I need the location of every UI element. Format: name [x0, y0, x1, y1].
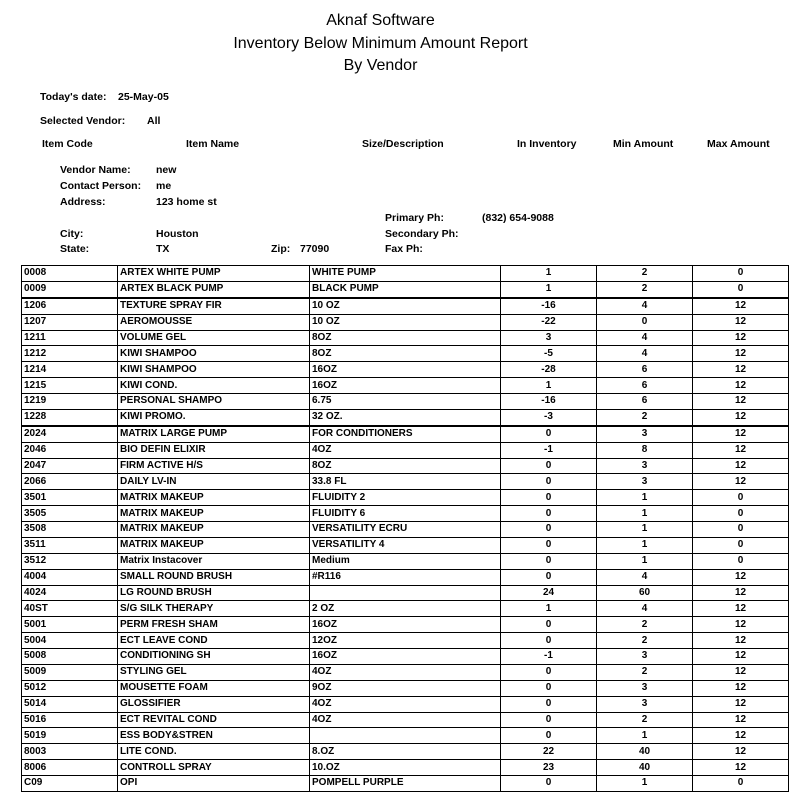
vendor-name-value: new: [156, 164, 177, 176]
cell-item-code: 3501: [22, 490, 118, 506]
cell-max-amount: 0: [693, 266, 789, 282]
cell-size-description: FOR CONDITIONERS: [310, 426, 501, 442]
cell-item-code: 3505: [22, 506, 118, 522]
cell-size-description: 4OZ: [310, 442, 501, 458]
cell-min-amount: 1: [597, 537, 693, 553]
cell-item-name: AEROMOUSSE: [118, 314, 310, 330]
cell-in-inventory: 3: [501, 330, 597, 346]
cell-max-amount: 12: [693, 394, 789, 410]
cell-in-inventory: 0: [501, 712, 597, 728]
cell-item-name: S/G SILK THERAPY: [118, 601, 310, 617]
cell-item-name: ECT REVITAL COND: [118, 712, 310, 728]
cell-item-name: PERM FRESH SHAM: [118, 617, 310, 633]
cell-in-inventory: 0: [501, 776, 597, 792]
cell-in-inventory: 24: [501, 585, 597, 601]
cell-min-amount: 1: [597, 490, 693, 506]
cell-item-name: KIWI SHAMPOO: [118, 346, 310, 362]
date-value: 25-May-05: [118, 91, 169, 103]
cell-item-name: STYLING GEL: [118, 664, 310, 680]
cell-size-description: 8OZ: [310, 346, 501, 362]
table-row: [22, 281, 789, 297]
cell-size-description: 33.8 FL: [310, 474, 501, 490]
cell-size-description: 10 OZ: [310, 298, 501, 314]
cell-item-code: 5019: [22, 728, 118, 744]
cell-in-inventory: 0: [501, 522, 597, 538]
cell-item-code: 5008: [22, 649, 118, 665]
table-row: [22, 649, 789, 665]
cell-in-inventory: -3: [501, 409, 597, 425]
cell-max-amount: 0: [693, 490, 789, 506]
cell-size-description: 8OZ: [310, 458, 501, 474]
cell-item-code: 4024: [22, 585, 118, 601]
table-row: [22, 537, 789, 553]
col-header-max-amount: Max Amount: [707, 138, 770, 150]
table-row: [22, 664, 789, 680]
cell-item-name: MOUSETTE FOAM: [118, 680, 310, 696]
cell-item-name: ARTEX WHITE PUMP: [118, 266, 310, 282]
col-header-item-code: Item Code: [42, 138, 93, 150]
cell-min-amount: 2: [597, 712, 693, 728]
cell-in-inventory: 1: [501, 601, 597, 617]
cell-in-inventory: -22: [501, 314, 597, 330]
cell-min-amount: 3: [597, 696, 693, 712]
col-header-size: Size/Description: [362, 138, 444, 150]
cell-max-amount: 12: [693, 298, 789, 314]
cell-item-code: 5016: [22, 712, 118, 728]
inventory-table: [21, 265, 789, 792]
cell-min-amount: 8: [597, 442, 693, 458]
cell-size-description: BLACK PUMP: [310, 281, 501, 297]
cell-min-amount: 2: [597, 266, 693, 282]
table-row: [22, 617, 789, 633]
cell-size-description: 16OZ: [310, 617, 501, 633]
cell-item-name: LG ROUND BRUSH: [118, 585, 310, 601]
cell-size-description: [310, 728, 501, 744]
cell-size-description: 16OZ: [310, 649, 501, 665]
table-row: [22, 522, 789, 538]
cell-min-amount: 1: [597, 506, 693, 522]
table-row: [22, 553, 789, 569]
cell-item-code: 5014: [22, 696, 118, 712]
cell-min-amount: 0: [597, 314, 693, 330]
cell-min-amount: 3: [597, 426, 693, 442]
cell-size-description: 9OZ: [310, 680, 501, 696]
table-row: [22, 409, 789, 425]
cell-item-name: ESS BODY&STREN: [118, 728, 310, 744]
cell-in-inventory: 0: [501, 474, 597, 490]
cell-in-inventory: 22: [501, 744, 597, 760]
cell-item-name: MATRIX MAKEUP: [118, 537, 310, 553]
table-row: [22, 314, 789, 330]
table-row: [22, 378, 789, 394]
cell-in-inventory: -5: [501, 346, 597, 362]
address-label: Address:: [60, 196, 106, 208]
cell-max-amount: 0: [693, 522, 789, 538]
city-label: City:: [60, 228, 84, 240]
cell-item-code: 3511: [22, 537, 118, 553]
cell-item-name: MATRIX MAKEUP: [118, 490, 310, 506]
cell-item-name: BIO DEFIN ELIXIR: [118, 442, 310, 458]
cell-item-name: KIWI PROMO.: [118, 409, 310, 425]
cell-min-amount: 1: [597, 522, 693, 538]
cell-in-inventory: 0: [501, 696, 597, 712]
state-label: State:: [60, 243, 90, 255]
cell-in-inventory: 0: [501, 617, 597, 633]
cell-item-name: PERSONAL SHAMPO: [118, 394, 310, 410]
cell-size-description: VERSATILITY 4: [310, 537, 501, 553]
cell-item-code: C09: [22, 776, 118, 792]
cell-min-amount: 6: [597, 378, 693, 394]
cell-item-code: 5004: [22, 633, 118, 649]
cell-item-name: Matrix Instacover: [118, 553, 310, 569]
cell-min-amount: 4: [597, 330, 693, 346]
cell-item-name: FIRM ACTIVE H/S: [118, 458, 310, 474]
cell-min-amount: 4: [597, 601, 693, 617]
cell-max-amount: 12: [693, 569, 789, 585]
cell-in-inventory: 0: [501, 490, 597, 506]
date-label: Today's date:: [40, 91, 107, 103]
cell-max-amount: 0: [693, 281, 789, 297]
cell-in-inventory: -16: [501, 394, 597, 410]
cell-in-inventory: 0: [501, 537, 597, 553]
cell-min-amount: 40: [597, 744, 693, 760]
cell-in-inventory: 0: [501, 728, 597, 744]
table-row: [22, 680, 789, 696]
cell-item-code: 0009: [22, 281, 118, 297]
table-row: [22, 506, 789, 522]
cell-size-description: 8.OZ: [310, 744, 501, 760]
zip-value: 77090: [300, 243, 330, 255]
cell-min-amount: 4: [597, 346, 693, 362]
cell-size-description: Medium: [310, 553, 501, 569]
cell-item-code: 2024: [22, 426, 118, 442]
table-row: [22, 633, 789, 649]
cell-item-name: LITE COND.: [118, 744, 310, 760]
cell-min-amount: 2: [597, 664, 693, 680]
cell-item-code: 5009: [22, 664, 118, 680]
cell-item-code: 2066: [22, 474, 118, 490]
cell-in-inventory: -16: [501, 298, 597, 314]
cell-in-inventory: -1: [501, 442, 597, 458]
cell-size-description: #R116: [310, 569, 501, 585]
table-row: [22, 728, 789, 744]
cell-item-code: 8003: [22, 744, 118, 760]
city-value: Houston: [156, 228, 199, 240]
cell-item-name: CONDITIONING SH: [118, 649, 310, 665]
cell-item-name: GLOSSIFIER: [118, 696, 310, 712]
table-row: [22, 696, 789, 712]
cell-item-name: MATRIX LARGE PUMP: [118, 426, 310, 442]
cell-max-amount: 0: [693, 506, 789, 522]
cell-size-description: VERSATILITY ECRU: [310, 522, 501, 538]
table-row: [22, 744, 789, 760]
cell-item-code: 3508: [22, 522, 118, 538]
cell-max-amount: 12: [693, 633, 789, 649]
cell-item-code: 2047: [22, 458, 118, 474]
primary-phone-value: (832) 654-9088: [482, 212, 554, 224]
table-row: [22, 601, 789, 617]
cell-max-amount: 12: [693, 346, 789, 362]
cell-size-description: 10.OZ: [310, 760, 501, 776]
cell-min-amount: 1: [597, 553, 693, 569]
cell-in-inventory: 23: [501, 760, 597, 776]
cell-item-code: 5001: [22, 617, 118, 633]
cell-min-amount: 4: [597, 298, 693, 314]
cell-size-description: 4OZ: [310, 664, 501, 680]
cell-in-inventory: -1: [501, 649, 597, 665]
table-row: [22, 298, 789, 314]
fax-phone-label: Fax Ph:: [385, 243, 423, 255]
cell-size-description: 12OZ: [310, 633, 501, 649]
col-header-min-amount: Min Amount: [613, 138, 674, 150]
primary-phone-label: Primary Ph:: [385, 212, 444, 224]
cell-min-amount: 3: [597, 458, 693, 474]
cell-min-amount: 2: [597, 633, 693, 649]
cell-max-amount: 12: [693, 664, 789, 680]
cell-max-amount: 0: [693, 553, 789, 569]
cell-min-amount: 6: [597, 362, 693, 378]
inventory-table-body: [22, 266, 789, 792]
cell-in-inventory: 0: [501, 680, 597, 696]
cell-item-code: 1207: [22, 314, 118, 330]
cell-item-code: 1219: [22, 394, 118, 410]
cell-item-name: VOLUME GEL: [118, 330, 310, 346]
col-header-in-inventory: In Inventory: [517, 138, 577, 150]
cell-max-amount: 12: [693, 474, 789, 490]
cell-max-amount: 12: [693, 458, 789, 474]
cell-item-code: 8006: [22, 760, 118, 776]
cell-item-name: MATRIX MAKEUP: [118, 506, 310, 522]
cell-size-description: 16OZ: [310, 378, 501, 394]
cell-item-code: 5012: [22, 680, 118, 696]
table-row: [22, 776, 789, 792]
cell-size-description: FLUIDITY 6: [310, 506, 501, 522]
cell-size-description: 4OZ: [310, 712, 501, 728]
cell-in-inventory: 1: [501, 266, 597, 282]
cell-in-inventory: -28: [501, 362, 597, 378]
table-row: [22, 585, 789, 601]
table-row: [22, 426, 789, 442]
cell-in-inventory: 0: [501, 553, 597, 569]
cell-max-amount: 12: [693, 442, 789, 458]
cell-item-name: CONTROLL SPRAY: [118, 760, 310, 776]
cell-max-amount: 12: [693, 314, 789, 330]
cell-min-amount: 2: [597, 281, 693, 297]
cell-max-amount: 12: [693, 585, 789, 601]
col-header-item-name: Item Name: [186, 138, 240, 150]
cell-max-amount: 12: [693, 426, 789, 442]
cell-max-amount: 12: [693, 728, 789, 744]
cell-max-amount: 12: [693, 760, 789, 776]
table-row: [22, 266, 789, 282]
cell-item-name: ARTEX BLACK PUMP: [118, 281, 310, 297]
vendor-name-label: Vendor Name:: [60, 164, 131, 176]
cell-max-amount: 12: [693, 617, 789, 633]
cell-max-amount: 12: [693, 649, 789, 665]
cell-in-inventory: 0: [501, 458, 597, 474]
cell-min-amount: 60: [597, 585, 693, 601]
report-subtitle: By Vendor: [343, 57, 418, 74]
cell-item-name: ECT LEAVE COND: [118, 633, 310, 649]
cell-min-amount: 3: [597, 680, 693, 696]
cell-item-code: 1211: [22, 330, 118, 346]
table-row: [22, 474, 789, 490]
cell-max-amount: 12: [693, 744, 789, 760]
cell-max-amount: 12: [693, 601, 789, 617]
table-row: [22, 394, 789, 410]
cell-item-name: DAILY LV-IN: [118, 474, 310, 490]
cell-item-code: 1206: [22, 298, 118, 314]
cell-max-amount: 12: [693, 680, 789, 696]
cell-size-description: WHITE PUMP: [310, 266, 501, 282]
cell-size-description: 6.75: [310, 394, 501, 410]
cell-item-code: 4004: [22, 569, 118, 585]
cell-item-code: 1212: [22, 346, 118, 362]
cell-item-code: 1214: [22, 362, 118, 378]
state-value: TX: [156, 243, 170, 255]
cell-min-amount: 6: [597, 394, 693, 410]
cell-size-description: 16OZ: [310, 362, 501, 378]
table-row: [22, 458, 789, 474]
cell-item-name: KIWI COND.: [118, 378, 310, 394]
table-row: [22, 712, 789, 728]
cell-min-amount: 1: [597, 728, 693, 744]
cell-item-name: OPI: [118, 776, 310, 792]
report-title: Inventory Below Minimum Amount Report: [233, 35, 528, 52]
table-row: [22, 760, 789, 776]
table-row: [22, 490, 789, 506]
cell-in-inventory: 0: [501, 664, 597, 680]
cell-item-code: 1228: [22, 409, 118, 425]
cell-min-amount: 3: [597, 649, 693, 665]
table-row: [22, 362, 789, 378]
cell-size-description: FLUIDITY 2: [310, 490, 501, 506]
cell-min-amount: 4: [597, 569, 693, 585]
cell-size-description: 8OZ: [310, 330, 501, 346]
cell-item-code: 1215: [22, 378, 118, 394]
zip-label: Zip:: [271, 243, 291, 255]
cell-size-description: [310, 585, 501, 601]
cell-max-amount: 0: [693, 776, 789, 792]
selected-vendor-label: Selected Vendor:: [40, 115, 126, 127]
cell-item-name: TEXTURE SPRAY FIR: [118, 298, 310, 314]
cell-min-amount: 1: [597, 776, 693, 792]
company-name: Aknaf Software: [326, 12, 435, 29]
table-row: [22, 330, 789, 346]
cell-max-amount: 12: [693, 362, 789, 378]
cell-min-amount: 40: [597, 760, 693, 776]
table-row: [22, 346, 789, 362]
cell-in-inventory: 1: [501, 378, 597, 394]
table-row: [22, 569, 789, 585]
cell-max-amount: 0: [693, 537, 789, 553]
cell-in-inventory: 0: [501, 633, 597, 649]
cell-max-amount: 12: [693, 409, 789, 425]
cell-size-description: 2 OZ: [310, 601, 501, 617]
cell-item-code: 40ST: [22, 601, 118, 617]
cell-min-amount: 3: [597, 474, 693, 490]
cell-item-name: MATRIX MAKEUP: [118, 522, 310, 538]
cell-item-name: SMALL ROUND BRUSH: [118, 569, 310, 585]
selected-vendor-value: All: [147, 115, 161, 127]
cell-item-code: 0008: [22, 266, 118, 282]
cell-in-inventory: 0: [501, 426, 597, 442]
cell-min-amount: 2: [597, 409, 693, 425]
cell-min-amount: 2: [597, 617, 693, 633]
cell-in-inventory: 1: [501, 281, 597, 297]
cell-max-amount: 12: [693, 696, 789, 712]
cell-max-amount: 12: [693, 712, 789, 728]
cell-max-amount: 12: [693, 330, 789, 346]
contact-person-label: Contact Person:: [60, 180, 142, 192]
secondary-phone-label: Secondary Ph:: [385, 228, 459, 240]
cell-item-code: 2046: [22, 442, 118, 458]
cell-size-description: 10 OZ: [310, 314, 501, 330]
cell-item-name: KIWI SHAMPOO: [118, 362, 310, 378]
cell-in-inventory: 0: [501, 569, 597, 585]
cell-size-description: POMPELL PURPLE: [310, 776, 501, 792]
table-row: [22, 442, 789, 458]
cell-in-inventory: 0: [501, 506, 597, 522]
cell-item-code: 3512: [22, 553, 118, 569]
address-value: 123 home st: [156, 196, 217, 208]
cell-max-amount: 12: [693, 378, 789, 394]
contact-person-value: me: [156, 180, 172, 192]
cell-size-description: 4OZ: [310, 696, 501, 712]
cell-size-description: 32 OZ.: [310, 409, 501, 425]
